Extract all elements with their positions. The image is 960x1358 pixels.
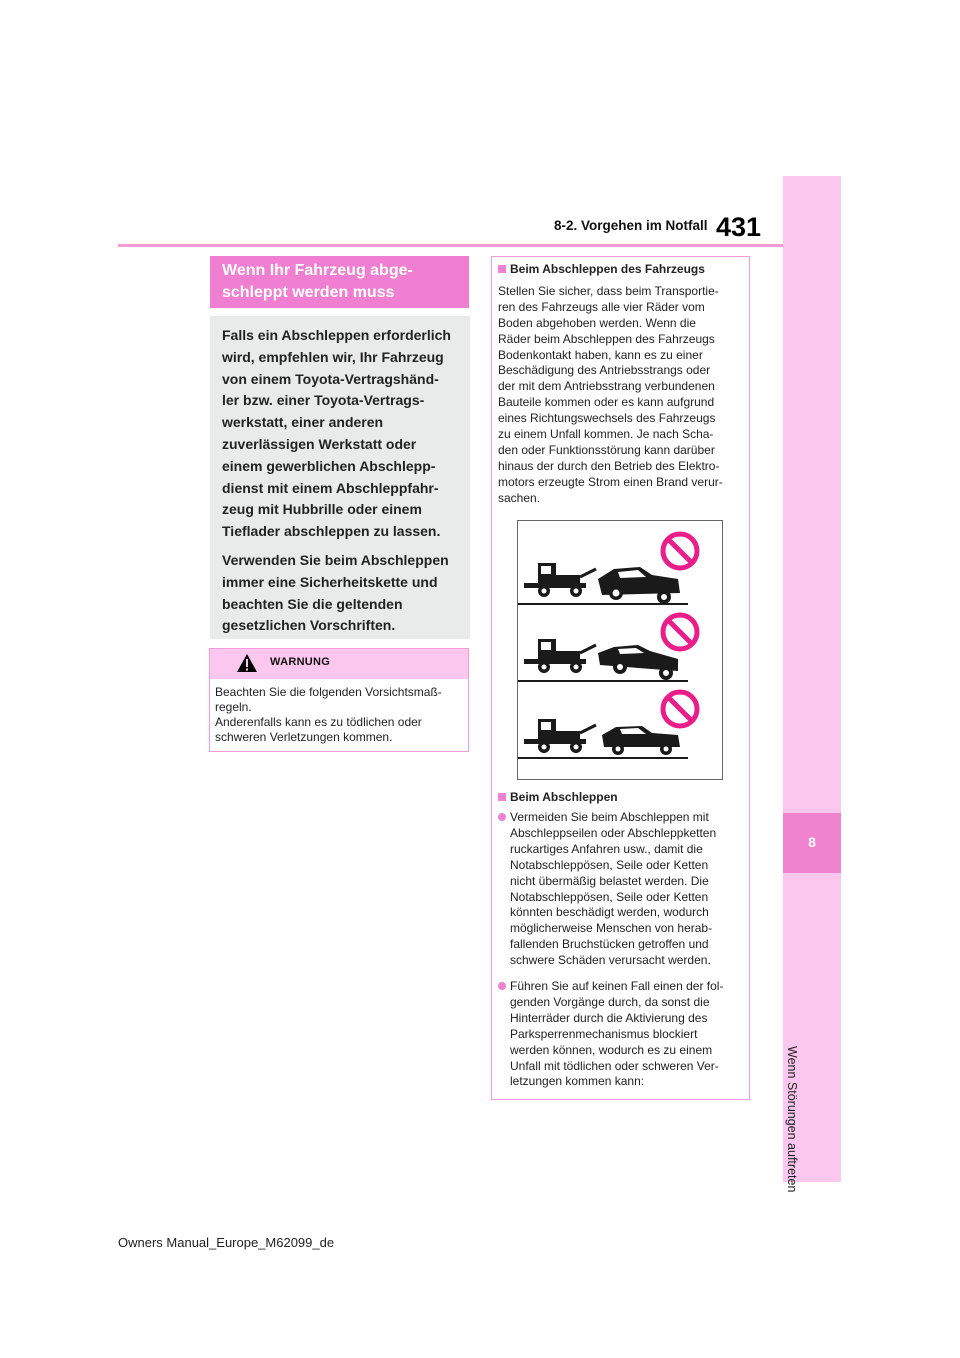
text-line: hinaus der durch den Betrieb des Elektro- (498, 458, 720, 473)
text-line: Bauteile kommen oder es kann aufgrund (498, 395, 715, 410)
text-line: Parksperrenmechanismus blockiert (510, 1026, 698, 1041)
subsection-heading (498, 262, 746, 278)
header-rule (118, 244, 784, 247)
text-line: Stellen Sie sicher, dass beim Transportie- (498, 283, 719, 298)
section-heading (210, 256, 469, 308)
text-line: immer eine Sicherheitskette und (222, 573, 438, 590)
text-line: Räder beim Abschleppen des Fahrzeugs (498, 331, 715, 346)
text-line: genden Vorgänge durch, da sonst die (510, 994, 710, 1009)
text-line: motors erzeugte Strom einen Brand verur- (498, 474, 723, 489)
text-line: Boden abgehoben werden. Wenn die (498, 315, 696, 330)
warning-icon (236, 653, 258, 673)
text-line: dienst mit einem Abschleppfahr- (222, 479, 439, 496)
warning-title: WARNUNG (270, 656, 331, 668)
text-line: zu einem Unfall kommen. Je nach Scha- (498, 427, 714, 442)
page-number: 431 (716, 212, 762, 242)
text-line: Führen Sie auf keinen Fall einen der fol- (510, 979, 724, 993)
tow-truck-icon (524, 563, 596, 597)
tow-truck-icon (524, 719, 596, 753)
intro-paragraph (222, 325, 458, 543)
text-line: zeug mit Hubbrille oder einem (222, 501, 422, 518)
text-line: werkstatt, einer anderen (222, 414, 384, 431)
text-line: fallenden Bruchstücken getroffen und (510, 937, 709, 952)
subsection-heading-text: Beim Abschleppen (510, 790, 618, 804)
chapter-title: Wenn Störungen auftreten (785, 1046, 799, 1193)
text-line: Notabschleppösen, Seile oder Ketten (510, 857, 709, 872)
text-line: ler bzw. einer Toyota-Vertrags- (222, 392, 425, 409)
text-line: Verwenden Sie beim Abschleppen (222, 551, 449, 568)
tow-truck-icon (524, 639, 596, 673)
square-bullet-icon (498, 793, 506, 801)
text-line: Notabschleppösen, Seile oder Ketten (510, 889, 709, 904)
bullet-item (498, 979, 746, 1090)
chapter-side-tab (783, 176, 841, 1182)
document-footer: Owners Manual_Europe_M62099_de (118, 1235, 335, 1250)
subsection-heading (498, 790, 746, 806)
text-line: Tieflader abschleppen zu lassen. (222, 523, 441, 540)
round-bullet-icon (498, 982, 506, 990)
towing-section (498, 790, 746, 806)
warning-text (215, 685, 465, 745)
towing-prohibited-illustration (517, 520, 723, 780)
text-line: wird, empfehlen wir, Ihr Fahrzeug (222, 348, 444, 365)
prohibited-icon (663, 534, 697, 568)
intro-paragraph (222, 550, 458, 637)
prohibited-icon (663, 615, 697, 649)
text-line: der mit dem Antriebsstrang verbundenen (498, 379, 715, 394)
text-line: zuverlässigen Werkstatt oder (222, 435, 417, 452)
text-line: werden können, wodurch es zu einem (510, 1042, 713, 1057)
chapter-number: 8 (808, 834, 816, 850)
text-line: schwere Schäden verursacht werden. (510, 953, 711, 968)
text-line: gesetzlichen Vorschriften. (222, 617, 396, 634)
text-line: Bodenkontakt haben, kann es zu einer (498, 347, 703, 362)
text-line: ruckartiges Anfahren usw., damit die (510, 841, 703, 856)
text-line: den oder Funktionsstörung kann darüber (498, 442, 715, 457)
text-line: ren des Fahrzeugs alle vier Räder vom (498, 299, 705, 314)
text-line: möglicherweise Menschen von herab- (510, 921, 713, 936)
text-line: Hinterräder durch die Aktivierung des (510, 1010, 708, 1025)
text-line: Unfall mit tödlichen oder schweren Ver- (510, 1058, 719, 1073)
text-line: könnten beschädigt werden, wodurch (510, 905, 709, 920)
square-bullet-icon (498, 265, 506, 273)
bullet-item (498, 810, 746, 969)
intro-box (210, 316, 470, 639)
text-line: nicht übermäßig belastet werden. Die (510, 873, 709, 888)
section-title: 8-2. Vorgehen im Notfall (554, 218, 708, 233)
text-line: regeln. (215, 700, 252, 714)
towing-vehicle-section (498, 262, 746, 507)
round-bullet-icon (498, 813, 506, 821)
section-heading-line: schleppt werden muss (222, 284, 395, 301)
text-line: einem gewerblichen Abschlepp- (222, 457, 436, 474)
text-line: letzungen kommen kann: (510, 1074, 645, 1089)
right-info-box (491, 256, 750, 1100)
text-line: Beschädigung des Antriebsstrangs oder (498, 363, 711, 378)
section-heading-line: Wenn Ihr Fahrzeug abge- (222, 262, 413, 279)
text-line: Vermeiden Sie beim Abschleppen mit (510, 810, 709, 824)
prohibited-icon (663, 692, 697, 726)
text-line: Abschleppseilen oder Abschleppketten (510, 825, 717, 840)
warning-box (209, 648, 469, 752)
text-line: Anderenfalls kann es zu tödlichen oder (215, 715, 422, 729)
text-line: eines Richtungswechsels des Fahrzeugs (498, 411, 716, 426)
warning-header (210, 649, 468, 679)
text-line: von einem Toyota-Vertragshänd- (222, 370, 439, 387)
text-line: Falls ein Abschleppen erforderlich (222, 327, 451, 343)
text-line: sachen. (498, 490, 541, 505)
subsection-heading-text: Beim Abschleppen des Fahrzeugs (510, 262, 705, 276)
towing-diagram (518, 521, 722, 779)
text-line: Beachten Sie die folgenden Vorsichtsmaß- (215, 685, 442, 699)
text-line: schweren Verletzungen kommen. (215, 730, 393, 744)
text-line: beachten Sie die geltenden (222, 595, 403, 612)
